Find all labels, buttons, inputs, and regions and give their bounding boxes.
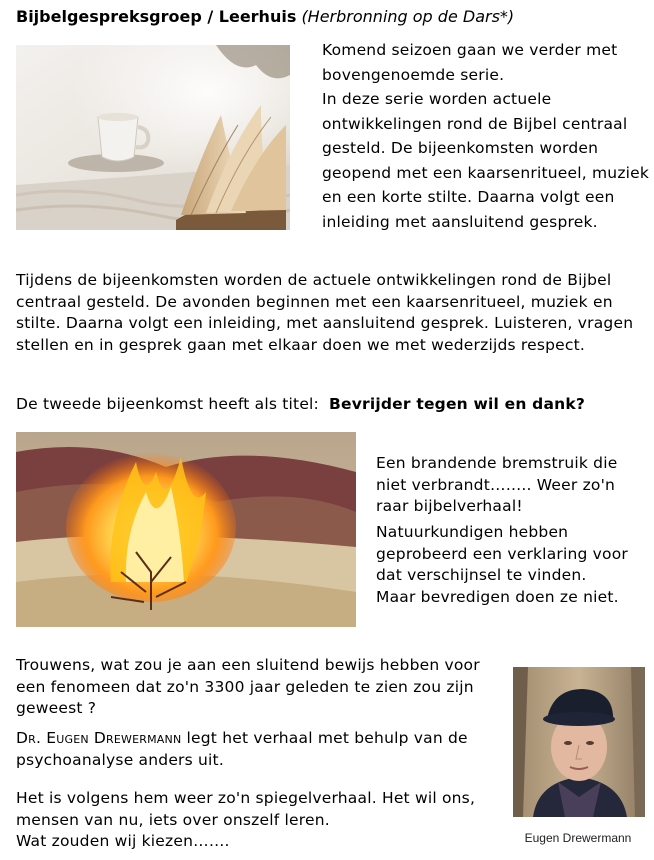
- drewermann-name: Dr. Eugen Drewermann: [16, 729, 182, 747]
- bush-paragraph-2: Natuurkundigen hebben geprobeerd een verklaring voor dat verschijnsel te vinden. Maar bevredigen doen ze niet.: [376, 523, 628, 606]
- intro-paragraph: Komend seizoen gaan we verder met bovengenoemde serie. In deze serie worden actuele ontwikkelingen rond de Bijbel centraal gesteld. De bijeenkomsten worden geopend met een kaarsenritueel, muziek en een korte stilte. Daarna volgt een inleiding met aansluitend gesprek.: [322, 41, 650, 231]
- portrait-caption: Eugen Drewermann: [524, 831, 632, 845]
- second-meeting-lead: De tweede bijeenkomst heeft als titel:: [16, 395, 319, 413]
- title-italic: (Herbronning op de Dars*): [301, 7, 515, 26]
- page-title: [16, 6, 514, 28]
- title-bold: Bijbelgespreksgroep / Leerhuis: [16, 7, 297, 26]
- burning-bush-painting: [16, 432, 356, 627]
- closing-paragraph-1: Trouwens, wat zou je aan een sluitend bewijs hebben voor een fenomeen dat zo'n 3300 jaar geleden te zien zou zijn geweest ?: [16, 656, 480, 717]
- teacup-book-photo: [16, 45, 290, 230]
- closing-paragraph-2: [16, 728, 496, 771]
- body-paragraph: Tijdens de bijeenkomsten worden de actuele ontwikkelingen rond de Bijbel centraal gesteld. De avonden beginnen met een kaarsenritueel, muziek en stilte. Daarna volgt een inleiding, met aansluitend gesprek. Luisteren, vragen stellen en in gesprek gaan met elkaar doen we met wederzijds respect.: [16, 271, 634, 354]
- second-meeting-line: [16, 393, 585, 415]
- bush-paragraph-1: Een brandende bremstruik die niet verbrandt…….. Weer zo'n raar bijbelverhaal!: [376, 454, 618, 515]
- closing-paragraph-3: Het is volgens hem weer zo'n spiegelverhaal. Het wil ons, mensen van nu, iets over onszelf leren. Wat zouden wij kiezen…….: [16, 789, 476, 850]
- closing-paragraph-2-rest: legt het verhaal met behulp van de psychoanalyse anders uit.: [16, 729, 468, 769]
- drewermann-portrait-photo: [513, 667, 645, 817]
- second-meeting-title: Bevrijder tegen wil en dank?: [328, 395, 586, 413]
